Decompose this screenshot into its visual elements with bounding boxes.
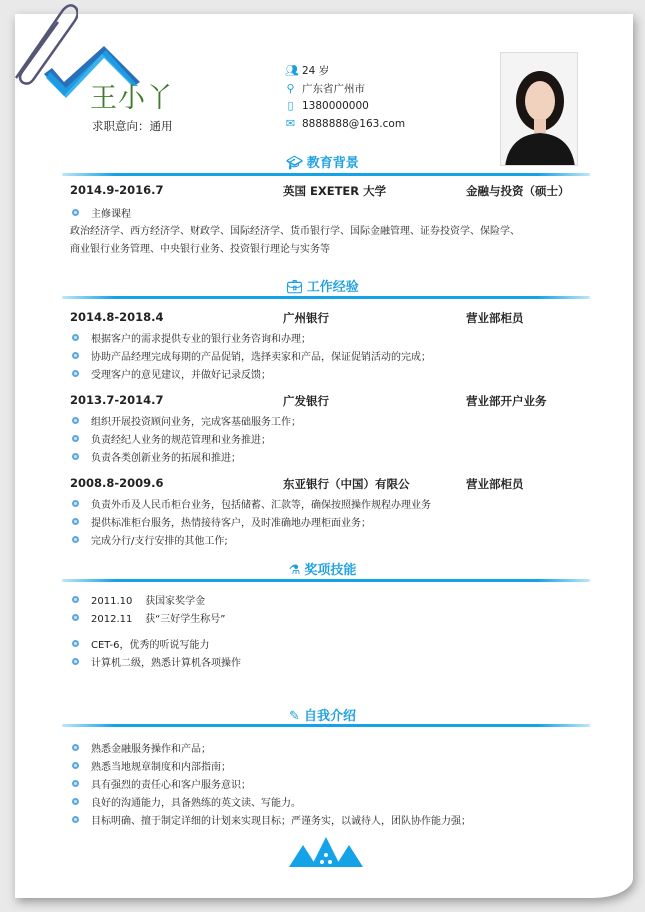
info-age [285,63,329,78]
duty-text: 负责外币及人民币柜台业务，包括储蓄、汇款等，确保按照操作规程办理业务 [91,500,431,511]
job-date: 2013.7-2014.7 [70,393,164,407]
education-title: 教育背景 [306,156,359,171]
duty-text: 提供标准柜台服务，热情接待客户，及时准确地办理柜面业务； [91,518,371,529]
candidate-name: 王小丫 [90,83,174,114]
job-position: 营业部开户业务 [466,394,547,408]
bullet-icon [72,209,79,216]
bullet-icon [72,352,79,359]
info-email [285,117,405,130]
phone-text: 1380000000 [302,99,369,112]
duty-text: 协助产品经理完成每期的产品促销，选择卖家和产品，保证促销活动的完成； [91,352,431,363]
skill-text: 计算机二级，熟悉计算机各项操作 [91,658,241,669]
job-company: 广州银行 [283,311,329,325]
bullet-icon [72,536,79,543]
bullet-icon [72,614,79,621]
intro-item [72,776,251,791]
award-item [72,592,205,607]
mountains-decoration-icon [289,837,363,867]
divider [62,173,590,176]
bullet-icon [72,762,79,769]
users-icon: 👥︎ [285,64,299,77]
award-text: 2011.10 获国家奖学金 [91,596,206,607]
graduation-cap-icon: 🎓︎ [286,156,303,171]
skill-text: CET-6，优秀的听说写能力 [91,640,210,651]
bullet-icon [72,658,79,665]
job-intent: 求职意向：通用 [92,119,173,133]
duty-text: 受理客户的意见建议，并做好记录反馈； [91,370,271,381]
job-company: 东亚银行（中国）有限公 [283,477,410,491]
courses-line: 政治经济学、西方经济学、财政学、国际经济学、货币银行学、国际金融管理、证券投资学、保险学、 [70,226,520,237]
job-position: 营业部柜员 [466,477,524,491]
duty-text: 负责经纪人业务的规范管理和业务推进； [91,435,271,446]
job-duty [72,348,431,363]
bullet-icon [72,640,79,647]
section-title-work [0,276,645,295]
bullet-text: 主修课程 [91,209,131,220]
divider [62,724,590,727]
location-text: 广东省广州市 [302,83,365,95]
section-title-awards [0,559,645,578]
job-company: 广发银行 [283,394,329,408]
duty-text: 组织开展投资顾问业务，完成客基础服务工作； [91,417,301,428]
intro-title: 自我介绍 [303,709,356,724]
intro-item [72,812,471,827]
divider [62,296,590,299]
edu-date: 2014.9-2016.7 [70,183,164,197]
divider [62,579,590,582]
bullet-icon [72,334,79,341]
intro-item [72,794,301,809]
info-location [285,81,365,96]
email-text: 8888888@163.com [302,117,406,130]
job-duty [72,496,431,511]
bullet-icon [72,596,79,603]
bullet-icon [72,370,79,377]
intro-text: 具有强烈的责任心和客户服务意识； [91,780,251,791]
intro-item [72,758,231,773]
profile-photo [500,52,578,166]
job-date: 2014.8-2018.4 [70,310,164,324]
job-duty [72,330,311,345]
edit-icon: ✎ [289,709,300,724]
awards-title: 奖项技能 [304,563,357,578]
job-duty [72,366,271,381]
intro-text: 熟悉金融服务操作和产品； [91,744,211,755]
intro-text: 熟悉当地规章制度和内部指南； [91,762,231,773]
skill-item [72,636,209,651]
briefcase-icon: 💼︎ [286,280,303,295]
edu-major: 金融与投资（硕士） [466,184,570,198]
duty-text: 负责各类创新业务的拓展和推进； [91,453,241,464]
job-duty [72,449,241,464]
bullet-icon [72,453,79,460]
intro-item [72,740,211,755]
intro-text: 良好的沟通能力，具备熟练的英文读、写能力。 [91,798,301,809]
bullet-icon [72,744,79,751]
job-duty [72,532,228,547]
job-duty [72,431,271,446]
bullet-icon [72,816,79,823]
skill-item [72,654,241,669]
flask-icon: ⚗ [288,563,301,578]
duty-text: 完成分行/支行安排的其他工作; [91,536,228,547]
bullet-icon [72,518,79,525]
duty-text: 根据客户的需求提供专业的银行业务咨询和办理； [91,334,311,345]
section-title-intro [0,705,645,724]
location-pin-icon: ⚲ [286,82,295,95]
edu-school: 英国 EXETER 大学 [283,184,387,198]
job-duty [72,514,371,529]
job-date: 2008.8-2009.6 [70,476,164,490]
award-text: 2012.11 获“三好学生称号” [91,614,226,625]
job-position: 营业部柜员 [466,311,524,325]
intro-text: 目标明确、擅于制定详细的计划来实现目标；严谨务实，以诚待人，团队协作能力强； [91,816,471,827]
bullet-icon [72,798,79,805]
bullet-icon [72,500,79,507]
age-text: 24 岁 [302,65,330,77]
info-phone [285,99,369,112]
work-title: 工作经验 [306,280,359,295]
job-duty [72,413,301,428]
bullet-icon [72,780,79,787]
phone-icon: ▯ [287,99,294,112]
edu-bullet [72,205,131,220]
bullet-icon [72,435,79,442]
bullet-icon [72,417,79,424]
award-item [72,610,225,625]
courses-line: 商业银行业务管理、中央银行业务、投资银行理论与实务等 [70,244,330,255]
section-title-education [0,152,645,171]
mail-icon: ✉ [285,117,296,130]
